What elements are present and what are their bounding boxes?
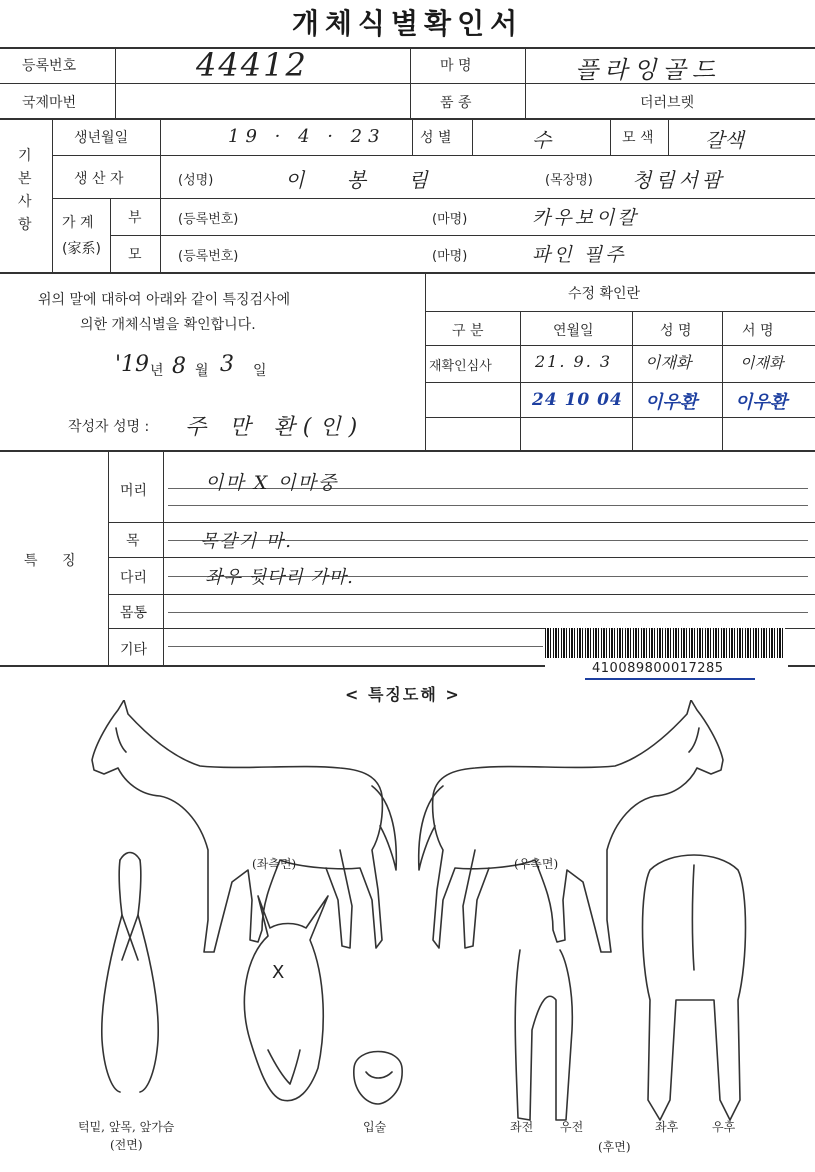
color-value: 갈색 [705,128,744,152]
dam-reg-no-label: (등록번호) [178,249,239,264]
rev-row1-sign: 이재화 [740,354,784,372]
lips-caption: 입술 [363,1120,387,1134]
basic-side-label-2: 본 [18,171,32,187]
birth-label: 생년월일 [74,130,129,146]
table-rule [525,47,526,118]
rear-caption: (후면) [598,1140,631,1154]
rev-row2-name: 이우환 [645,392,698,413]
table-rule [0,118,815,120]
barcode [545,628,785,658]
table-rule [0,665,545,667]
table-rule [160,118,161,272]
horse-diagram [0,700,815,1172]
rev-col-type: 구 분 [452,323,484,339]
sire-name-label: (마명) [432,212,468,227]
table-rule [110,198,111,272]
front-caption-2: (전면) [110,1138,143,1152]
producer-name-label: (성명) [178,173,214,188]
confirm-day: 3 [220,352,234,377]
front-caption: 턱밑, 앞목, 앞가슴 [78,1120,175,1134]
rev-row2-date: 24 10 04 [532,390,623,410]
breed-value: 더러브렛 [640,95,695,111]
diagram-heading: < 특징도해 > [345,685,461,704]
feature-value-legs: 좌우 뒷다리 가마. [205,567,354,588]
rev-row1-type: 재확인심사 [429,359,492,374]
year-label: 년 [150,363,164,379]
table-border [0,47,815,49]
hind-right-caption: 우후 [712,1120,736,1134]
feature-label-head: 머리 [120,483,148,499]
writer-value: 주 만 환(인) [185,415,366,440]
features-side-label: 특 징 [24,553,86,569]
day-label: 일 [253,363,267,379]
color-label: 모 색 [622,130,654,146]
rev-row1-date: 21. 9. 3 [535,352,613,371]
basic-side-label-1: 기 [18,148,32,164]
table-rule [425,345,815,346]
feature-value-head: 이마 X 이마중 [205,472,339,494]
horse-rear [643,855,746,1120]
rev-col-sign: 서 명 [742,323,774,339]
sire-name-value: 카우보이칼 [532,207,639,229]
table-rule [425,382,815,383]
table-rule [108,557,815,558]
table-rule [108,594,815,595]
table-rule [632,311,633,450]
reg-no-value: 44412 [196,46,308,84]
head-mark-x: X [272,962,285,983]
barcode-number: 410089800017285 [592,661,724,676]
sire-label: 부 [128,210,142,226]
feature-label-other: 기타 [120,642,148,658]
writer-label: 작성자 성명 : [68,419,150,435]
revision-heading: 수정 확인란 [568,286,641,302]
right-side-caption: (우측면) [514,857,559,871]
guide-line [168,612,808,613]
reg-no-label: 등록번호 [22,58,77,74]
horse-name-value: 플라잉골드 [575,56,721,84]
basic-side-label-3: 사 [18,194,32,210]
table-rule [425,272,426,450]
intl-no-label: 국제마번 [22,95,77,111]
rev-row2-sign: 이우환 [735,392,788,413]
rev-col-date: 연월일 [553,323,594,339]
table-rule [115,47,116,118]
table-rule [108,522,815,523]
farm-value: 청림서팜 [632,168,726,192]
guide-line [168,505,808,506]
table-rule [668,118,669,155]
rev-row1-name: 이재화 [645,353,692,372]
document-title: 개체식별확인서 [291,7,524,40]
fore-left-caption: 좌전 [510,1120,534,1134]
confirm-month: 8 [172,354,186,379]
table-rule [0,450,815,452]
table-rule [410,47,411,118]
table-rule [520,311,521,450]
dam-label: 모 [128,247,142,263]
feature-label-body: 몸통 [120,605,148,621]
pedigree-label: 가 계 [62,215,94,231]
pedigree-hanja: (家系) [62,241,101,257]
table-rule [722,311,723,450]
confirm-text-2: 의한 개체식별을 확인합니다. [80,317,256,333]
horse-front-chest [102,853,158,1093]
sire-reg-no-label: (등록번호) [178,212,239,227]
dam-name-label: (마명) [432,249,468,264]
dam-name-value: 파인 필주 [532,244,627,266]
confirm-year: '19 [115,352,150,377]
producer-label: 생 산 자 [74,171,124,187]
rev-col-name: 성 명 [660,323,692,339]
barcode-underline [585,678,755,680]
table-rule [425,311,815,312]
horse-lips [354,1052,402,1105]
breed-label: 품 종 [440,95,472,111]
table-rule [0,272,815,274]
horse-name-label: 마 명 [440,58,472,74]
fore-right-caption: 우전 [560,1120,584,1134]
horse-head-front [244,896,328,1101]
left-side-caption: (좌측면) [252,857,297,871]
feature-value-neck: 목갈기 마. [200,531,293,552]
hind-left-caption: 좌후 [655,1120,679,1134]
feature-label-neck: 목 [126,533,140,549]
table-rule [52,198,815,199]
feature-label-legs: 다리 [120,570,148,586]
table-rule [52,118,53,272]
sex-value: 수 [532,128,552,152]
horse-front-legs [515,950,572,1120]
guide-line [168,646,543,647]
basic-side-label-4: 항 [18,217,32,233]
confirm-text-1: 위의 말에 대하여 아래와 같이 특징검사에 [38,292,291,308]
table-rule [52,155,815,156]
month-label: 월 [195,363,209,379]
farm-label: (목장명) [545,173,593,188]
table-rule [788,665,815,667]
producer-name-value: 이 봉 림 [285,168,446,192]
table-rule [412,118,413,155]
table-rule [110,235,815,236]
table-rule [425,417,815,418]
sex-label: 성 별 [420,130,452,146]
birth-value: 19 · 4 · 23 [228,126,386,147]
table-rule [610,118,611,155]
horse-right-side [419,700,723,952]
table-rule [472,118,473,155]
